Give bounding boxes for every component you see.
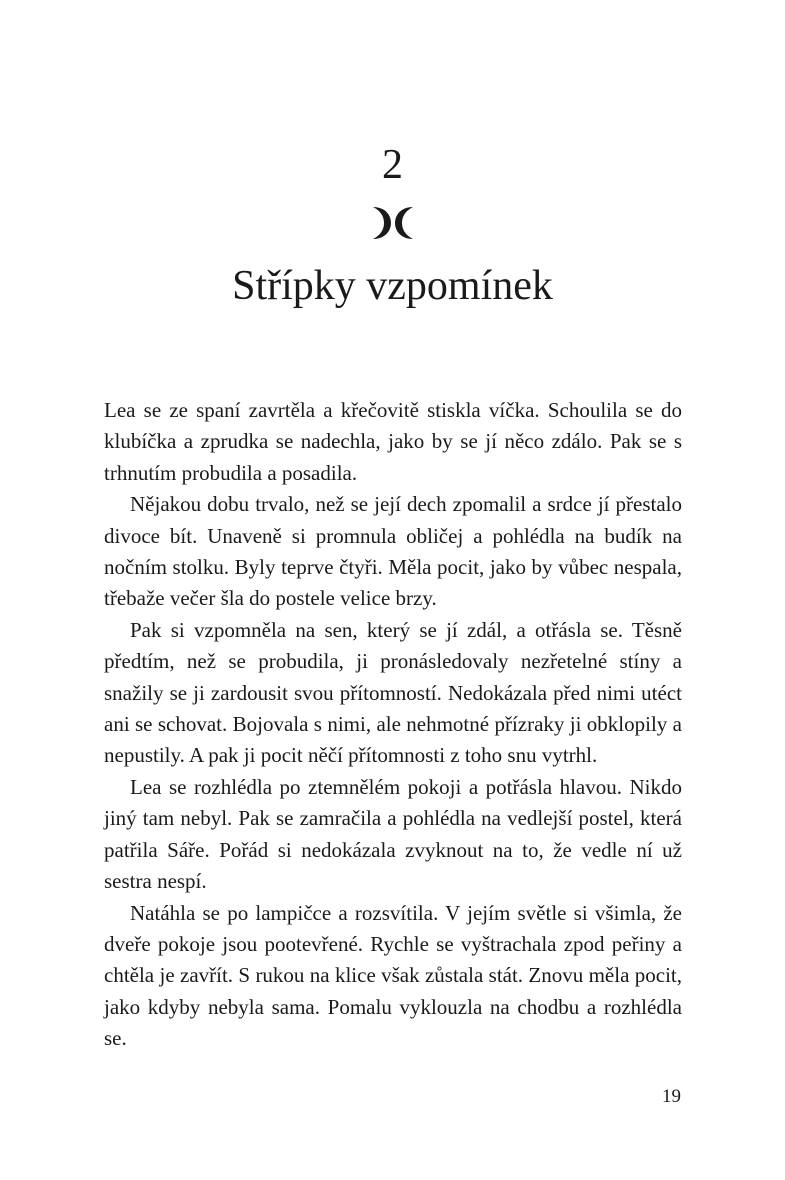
chapter-number: 2 [382, 142, 403, 188]
paragraph: Lea se ze spaní zavrtěla a křečovitě stiskla víčka. Schoulila se do klubíčka a zprudka se nadechla, jako by se jí něco zdálo. Pak se s trhnutím probudila a posadila. [104, 398, 682, 485]
page-number: 19 [662, 1086, 681, 1107]
moons-icon [0, 198, 785, 248]
moons-icon-graphic [361, 203, 425, 243]
paragraph: Natáhla se po lampičce a rozsvítila. V jejím světle si všimla, že dveře pokoje jsou pootevřené. Rychle se vyštrachala zpod peřiny a chtěla je zavřít. S rukou na klice však zůstala stát. Znovu měla pocit, jako kdyby nebyla sama. Pomalu vyklouzla na chodbu a rozhlédla se. [104, 900, 682, 1051]
chapter-body [104, 395, 682, 1055]
paragraph: Pak si vzpomněla na sen, který se jí zdál, a otřásla se. Těsně předtím, než se probudila, ji pronásledovaly nezřetelné stíny a snažily se ji zardousit svou přítomností. Nedokázala před nimi utéct ani se schovat. Bojovala s nimi, ale nehmotné přízraky ji obklopily a nepustily. A pak ji pocit něčí přítomnosti z toho snu vytrhl. [104, 617, 682, 768]
chapter-title: Střípky vzpomínek [232, 263, 553, 309]
paragraph: Nějakou dobu trvalo, než se její dech zpomalil a srdce jí přestalo divoce bít. Unaveně si promnula obličej a pohlédla na budík na nočním stolku. Byly teprve čtyři. Měla pocit, jako by vůbec nespala, třebaže večer šla do postele velice brzy. [104, 492, 682, 611]
paragraph: Lea se rozhlédla po ztemnělém pokoji a potřásla hlavou. Nikdo jiný tam nebyl. Pak se zamračila a pohlédla na vedlejší postel, která patřila Sáře. Pořád si nedokázala zvyknout na to, že vedle ní už sestra nespí. [104, 774, 682, 894]
